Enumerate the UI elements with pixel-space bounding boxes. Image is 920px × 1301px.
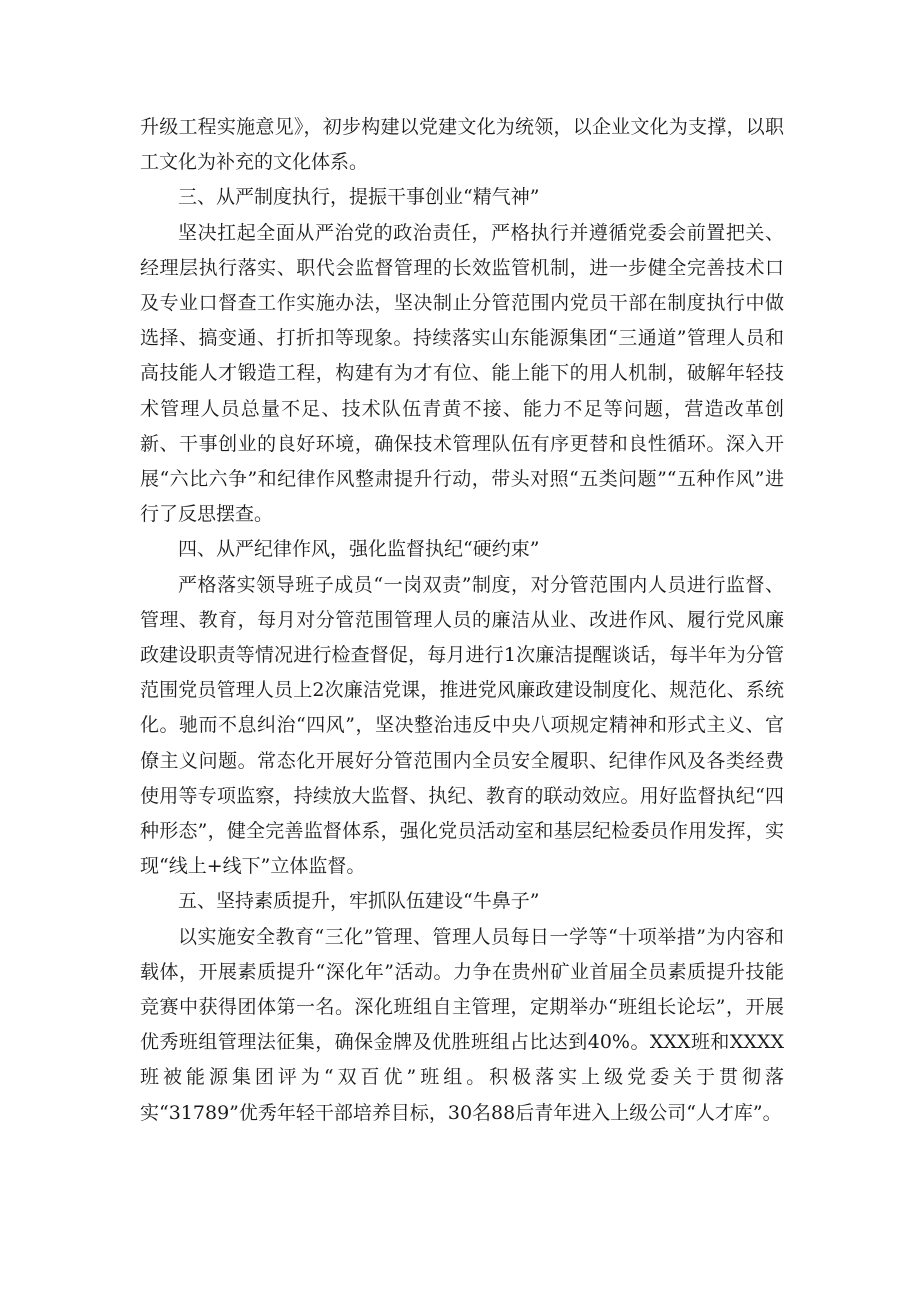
paragraph-section-4: 严格落实领导班子成员“一岗双责”制度，对分管范围内人员进行监督、管理、教育，每月对分管范围管理人员的廉洁从业、改进作风、履行党风廉政建设职责等情况进行检查督促，每月进行1次廉洁提醒谈话，每半年为分管范围党员管理人员上2次廉洁党课，推进党风廉政建设制度化、规范化、系统化。驰而不息纠治“四风”，坚决整治违反中央八项规定精神和形式主义、官僚主义问题。常态化开展好分管范围内全员安全履职、纪律作风及各类经费使用等专项监察，持续放大监督、执纪、教育的联动效应。用好监督执纪“四种形态”，健全完善监督体系，强化党员活动室和基层纪检委员作用发挥，实现“线上+线下”立体监督。 <box>140 573 784 878</box>
paragraph-continuation: 升级工程实施意见》，初步构建以党建文化为统领，以企业文化为支撑，以职工文化为补充的文化体系。 <box>140 116 784 174</box>
section-heading-3: 三、从严制度执行，提振干事创业“精气神” <box>178 186 540 209</box>
paragraph-section-3: 坚决扛起全面从严治党的政治责任，严格执行并遵循党委会前置把关、经理层执行落实、职代会监督管理的长效监管机制，进一步健全完善技术口及专业口督查工作实施办法，坚决制止分管范围内党员干部在制度执行中做选择、搞变通、打折扣等现象。持续落实山东能源集团“三通道”管理人员和高技能人才锻造工程，构建有为才有位、能上能下的用人机制，破解年轻技术管理人员总量不足、技术队伍青黄不接、能力不足等问题，营造改革创新、干事创业的良好环境，确保技术管理队伍有序更替和良性循环。深入开展“六比六争”和纪律作风整肃提升行动，带头对照“五类问题”“五种作风”进行了反思摆查。 <box>140 221 784 526</box>
document-body <box>140 110 784 1131</box>
section-heading-5: 五、坚持素质提升，牢抓队伍建设“牛鼻子” <box>178 890 540 913</box>
paragraph-section-5: 以实施安全教育“三化”管理、管理人员每日一学等“十项举措”为内容和载体，开展素质提升“深化年”活动。力争在贵州矿业首届全员素质提升技能竞赛中获得团体第一名。深化班组自主管理，定期举办“班组长论坛”，开展优秀班组管理法征集，确保金牌及优胜班组占比达到40%。XXX班和XXXX班被能源集团评为“双百优”班组。积极落实上级党委关于贯彻落实“31789”优秀年轻干部培养目标，30名88后青年进入上级公司“人才库”。 <box>140 925 784 1124</box>
section-heading-4: 四、从严纪律作风，强化监督执纪“硬约束” <box>178 538 540 561</box>
